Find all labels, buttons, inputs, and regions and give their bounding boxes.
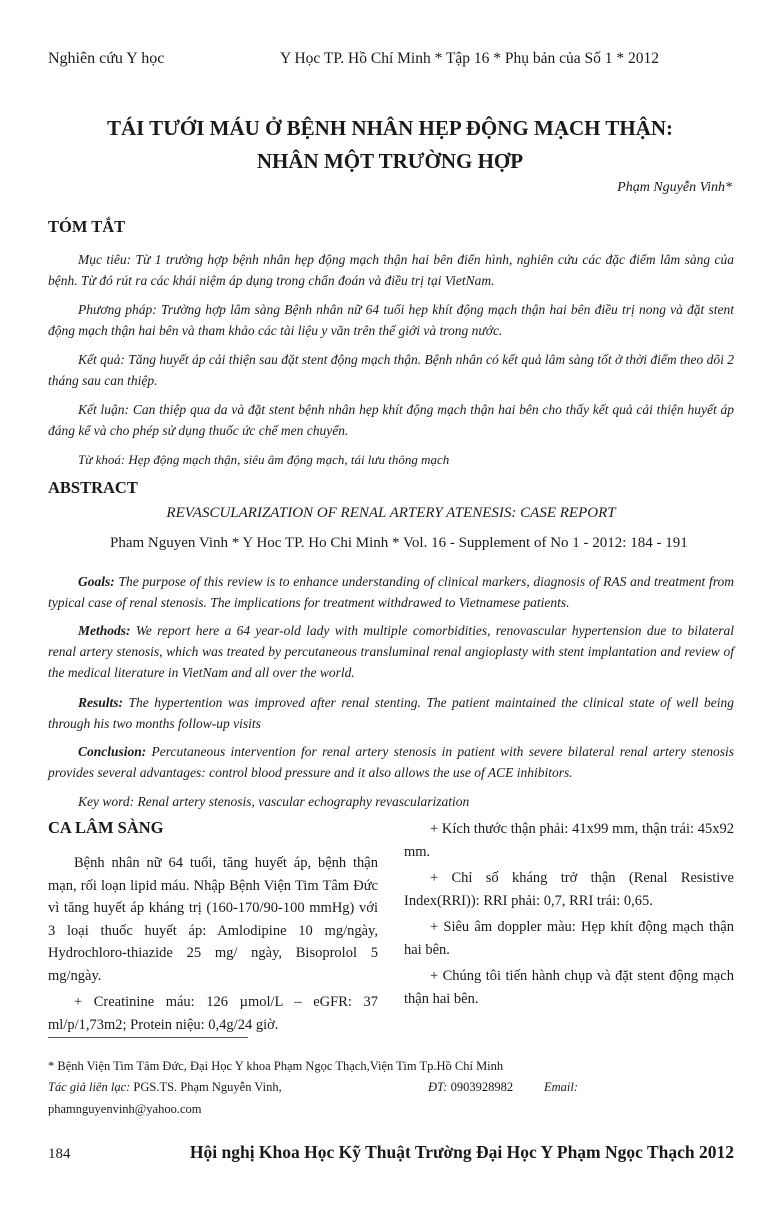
case-heading: CA LÂM SÀNG <box>48 818 164 837</box>
footnote-email: phamnguyenvinh@yahoo.com <box>48 1102 202 1116</box>
phuongphap-text: Trường hợp lâm sàng Bệnh nhân nữ 64 tuổi hẹp khít động mạch thận hai bên điều trị nong và đặt stent động mạch thận hai bên và tham khảo các tài liệu y văn trên thế giới và trong nước. <box>48 302 734 338</box>
tomtat-heading: TÓM TẮT <box>48 217 126 236</box>
case-left-paragraph-2: + Creatinine máu: 126 µmol/L – eGFR: 37 ml/p/1,73m2; Protein niệu: 0,4g/24 giờ. <box>48 994 378 1033</box>
abstract-heading: ABSTRACT <box>48 478 138 497</box>
tomtat-ketqua <box>48 349 734 391</box>
page-footer <box>48 1142 734 1163</box>
paper-title <box>60 112 720 178</box>
tukhoa-label: Từ khoá: <box>78 452 126 467</box>
abstract-citation: Pham Nguyen Vinh * Y Hoc TP. Ho Chi Minh * Vol. 16 - Supplement of No 1 - 2012: 184 - 191 <box>110 535 688 551</box>
footnote-affiliation: * Bệnh Viện Tim Tâm Đức, Đại Học Y khoa Phạm Ngọc Thạch,Viện Tim Tp.Hồ Chí Minh <box>48 1059 504 1073</box>
muctieu-label: Mục tiêu: <box>78 252 132 267</box>
phuongphap-label: Phương pháp: <box>78 302 157 317</box>
case-right-paragraph-1: + Kích thước thận phải: 41x99 mm, thận trái: 45x92 mm. <box>404 821 734 860</box>
email-label: Email: <box>544 1080 579 1094</box>
tomtat-ketluan <box>48 399 734 441</box>
title-line-1: TÁI TƯỚI MÁU Ở BỆNH NHÂN HẸP ĐỘNG MẠCH THẬN: <box>106 116 674 140</box>
phone-label: ĐT: <box>428 1080 448 1094</box>
abstract-conclusion <box>48 741 734 783</box>
contact-phone <box>428 1078 513 1097</box>
tomtat-tukhoa <box>48 449 734 470</box>
case-right-paragraph-4: + Chúng tôi tiến hành chụp và đặt stent động mạch thận hai bên. <box>404 968 734 1007</box>
case-right-column <box>404 818 734 1010</box>
contact-name: PGS.TS. Phạm Nguyễn Vinh, <box>130 1080 282 1094</box>
results-text: The hypertention was improved after renal stenting. The patient maintained the clinical state of well being through his two months follow-up visits <box>48 695 734 731</box>
conclusion-text: Percutaneous intervention for renal artery stenosis in patient with severe bilateral renal artery stenosis provides several advantages: control blood pressure and it also allows the use of ACE inhibitors. <box>48 744 734 780</box>
ketqua-label: Kết quả: <box>78 352 125 367</box>
ketluan-label: Kết luận: <box>78 402 130 417</box>
running-header-left: Nghiên cứu Y học <box>48 50 165 67</box>
abstract-results <box>48 692 734 734</box>
methods-label: Methods: <box>78 623 131 638</box>
tukhoa-text: Hẹp động mạch thận, siêu âm động mạch, tái lưu thông mạch <box>125 452 450 467</box>
running-header-right: Y Học TP. Hồ Chí Minh * Tập 16 * Phụ bản của Số 1 * 2012 <box>280 50 660 67</box>
case-right-paragraph-2: + Chỉ số kháng trở thận (Renal Resistive Index(RRI)): RRI phải: 0,7, RRI trái: 0,65. <box>404 870 734 909</box>
goals-label: Goals: <box>78 574 115 589</box>
ketqua-text: Tăng huyết áp cải thiện sau đặt stent động mạch thận. Bệnh nhân có kết quả lâm sàng tốt ở thời điểm theo dõi 2 tháng sau can thiệp. <box>48 352 734 388</box>
author: Phạm Nguyễn Vinh* <box>617 180 732 195</box>
abstract-title: REVASCULARIZATION OF RENAL ARTERY ATENESIS: CASE REPORT <box>166 505 616 521</box>
ketluan-text: Can thiệp qua da và đặt stent bệnh nhân hẹp khít động mạch thận hai bên cho thấy kết quả cải thiện huyết áp đáng kể và cho phép sử dụng thuốc ức chế men chuyển. <box>48 402 735 438</box>
footnote-rule <box>48 1037 248 1038</box>
title-line-2: NHÂN MỘT TRƯỜNG HỢP <box>256 149 524 173</box>
case-right-paragraph-3: + Siêu âm doppler màu: Hẹp khít động mạch thận hai bên. <box>404 919 734 958</box>
case-left-paragraph-1: Bệnh nhân nữ 64 tuổi, tăng huyết áp, bệnh thận mạn, rối loạn lipid máu. Nhập Bệnh Viện Tim Tâm Đức vì tăng huyết áp kháng trị (160-170/90-100 mmHg) với 3 loại thuốc huyết áp: Amlodipine 10 mg/ngày, Hydrochloro-thiazide 25 mg/ ngày, Bisoprolol 5 mg/ngày. <box>48 855 378 984</box>
phone-value: 0903928982 <box>447 1080 514 1094</box>
abstract-methods <box>48 620 734 683</box>
conclusion-label: Conclusion: <box>78 744 147 759</box>
page-number: 184 <box>48 1146 71 1162</box>
case-left-column <box>48 852 378 1036</box>
tomtat-phuongphap <box>48 299 734 341</box>
conference-name: Hội nghị Khoa Học Kỹ Thuật Trường Đại Học Y Phạm Ngọc Thạch 2012 <box>189 1142 734 1162</box>
footnote-contact <box>48 1078 734 1097</box>
abstract-keyword <box>48 791 734 812</box>
results-label: Results: <box>78 695 124 710</box>
methods-text: We report here a 64 year-old lady with multiple comorbidities, renovascular hypertension due to bilateral renal artery stenosis, which was treated by percutaneous transluminal renal angioplasty with stent implantation and review of the medical literature in VietNam and all over the world. <box>48 623 734 680</box>
muctieu-text: Từ 1 trường hợp bệnh nhân hẹp động mạch thận hai bên điển hình, nghiên cứu các đặc điểm lâm sàng của bệnh. Từ đó rút ra các khái niệm áp dụng trong chẩn đoán và điều trị tại VietNam. <box>48 252 734 288</box>
contact-label: Tác giả liên lạc: <box>48 1080 131 1094</box>
abstract-goals <box>48 571 734 613</box>
keyword-text: Renal artery stenosis, vascular echography revascularization <box>134 794 470 809</box>
tomtat-muctieu <box>48 249 734 291</box>
keyword-label: Key word: <box>78 794 135 809</box>
goals-text: The purpose of this review is to enhance understanding of clinical markers, diagnosis of RAS and treatment from typical case of renal stenosis. The implications for treatment withdrawed to Vietnamese patients. <box>48 574 734 610</box>
